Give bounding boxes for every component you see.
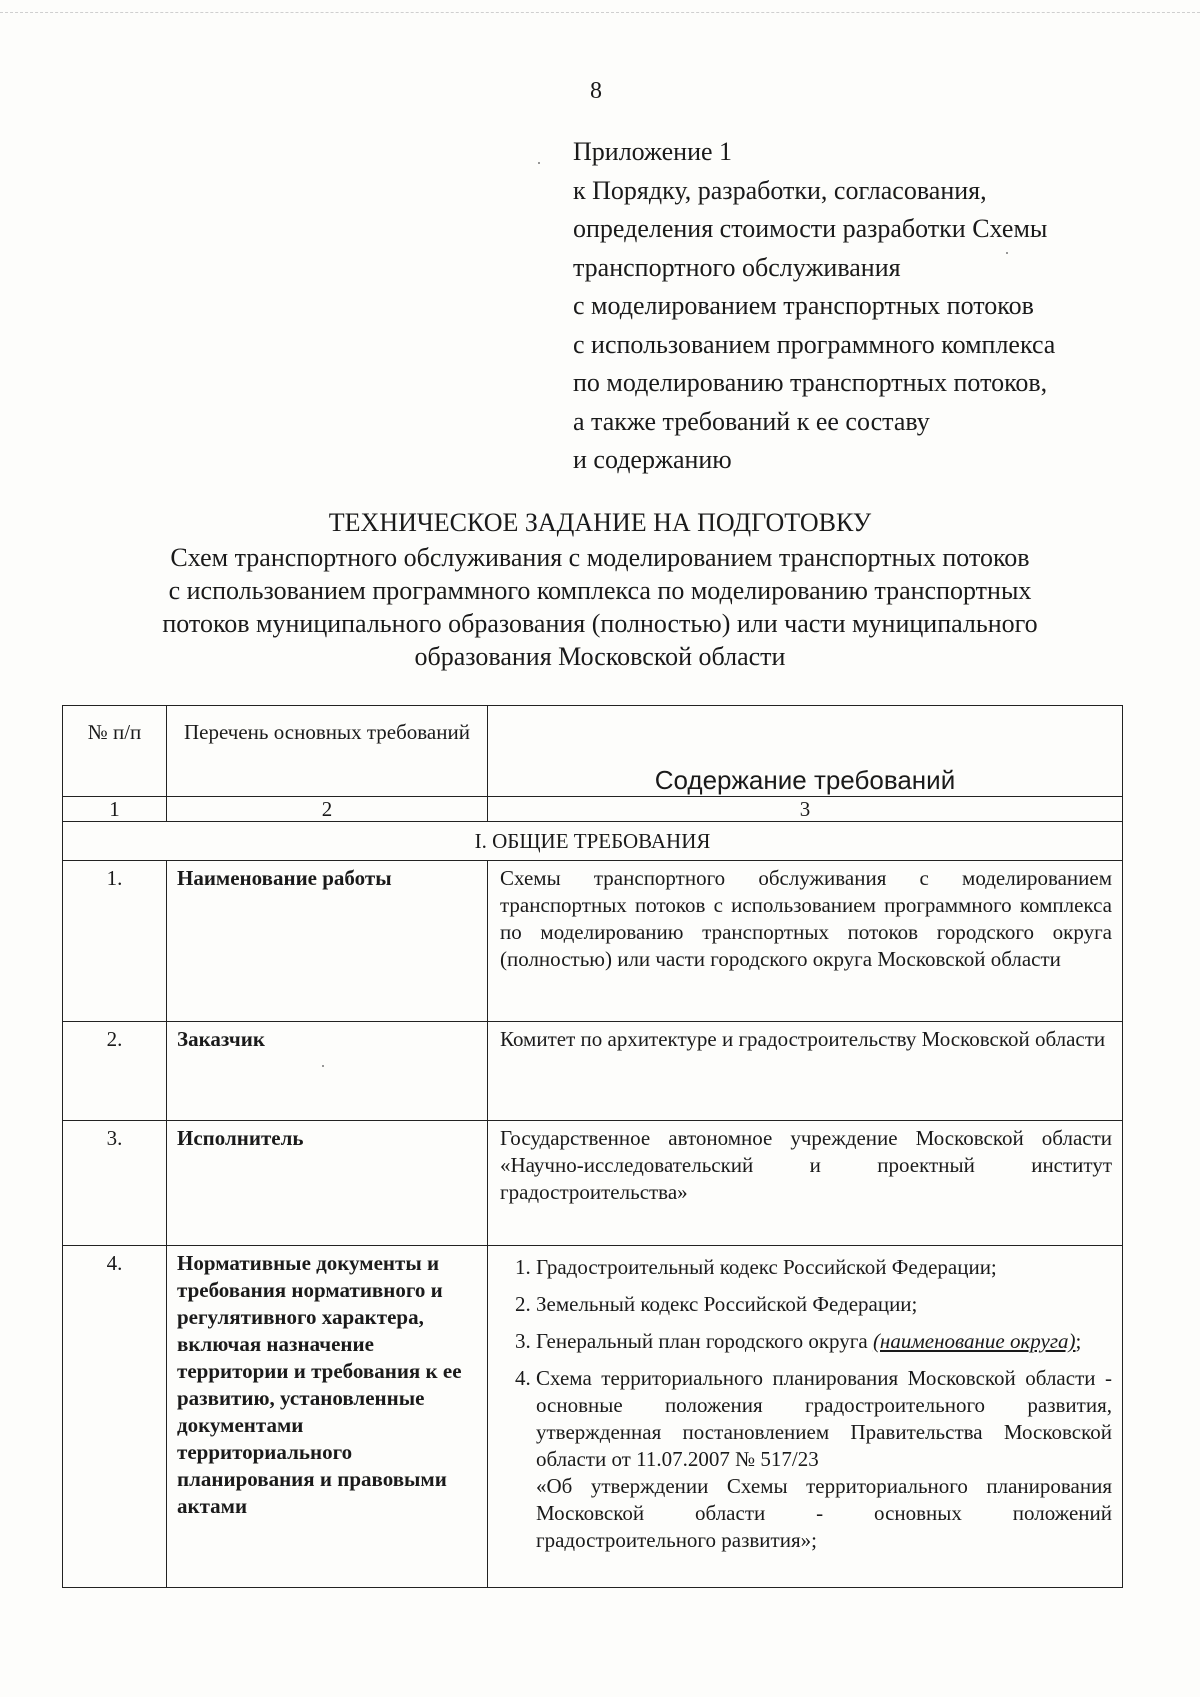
row-number: 1.	[63, 861, 167, 1022]
column-number: 2	[167, 797, 488, 822]
appendix-line: по моделированию транспортных потоков,	[573, 368, 1048, 397]
title-line: с использованием программного комплекса по моделированию транспортных	[168, 576, 1032, 605]
header-requirements-list: Перечень основных требований	[167, 706, 488, 797]
appendix-line: а также требований к ее составу	[573, 406, 930, 436]
appendix-line: определения стоимости разработки Схемы	[573, 214, 1048, 243]
list-item-text: ;	[1075, 1329, 1082, 1353]
column-number-row	[63, 797, 1123, 822]
appendix-line: транспортного обслуживания	[573, 252, 901, 282]
requirements-table	[62, 705, 1123, 1588]
row-number: 2.	[63, 1022, 167, 1121]
row-name: Заказчик	[167, 1022, 488, 1121]
list-item	[536, 1328, 1112, 1355]
header-number: № п/п	[63, 706, 167, 797]
list-item-text: «Об утверждении Схемы территориального планирования Московской области - основных положений градостроительного развития»;	[536, 1474, 1112, 1552]
normative-documents-list	[500, 1254, 1112, 1554]
row-content: Схемы транспортного обслуживания с моделированием транспортных потоков с использованием программного комплекса по моделированию транспортных потоков городского округа (полностью) или части городского округа Московской области	[488, 861, 1123, 1022]
row-number: 4.	[63, 1246, 167, 1588]
list-item: 1. Градостроительный кодекс Российской Федерации;	[536, 1254, 1112, 1281]
appendix-line: Приложение 1	[573, 137, 733, 166]
section-row	[63, 822, 1123, 861]
table-row	[63, 861, 1123, 1022]
row-name: Исполнитель	[167, 1121, 488, 1246]
list-item: 2. Земельный кодекс Российской Федерации;	[536, 1291, 1112, 1318]
list-item-text: Схема территориального планирования Московской области - основные положения градостроительного развития, утвержденная постановлением Правительства Московской области от 11.07.2007 № 517/23	[536, 1366, 1112, 1471]
row-name: Нормативные документы и требования нормативного и регулятивного характера, включая назначение территории и требования к ее развитию, установленные документами территориального планирования и правовыми актами	[167, 1246, 488, 1588]
scan-speck	[538, 162, 540, 164]
table-header-row	[63, 706, 1123, 797]
document-title	[80, 506, 1120, 673]
row-content	[488, 1246, 1123, 1588]
title-line: потоков муниципального образования (полностью) или части муниципального	[162, 609, 1038, 638]
column-number: 1	[63, 797, 167, 822]
table-row	[63, 1121, 1123, 1246]
appendix-line: с использованием программного комплекса	[573, 329, 1056, 359]
column-number: 3	[488, 797, 1123, 822]
title-line: Схем транспортного обслуживания с моделированием транспортных потоков	[170, 543, 1030, 572]
appendix-line: и содержанию	[573, 445, 732, 474]
section-title: I. ОБЩИЕ ТРЕБОВАНИЯ	[63, 822, 1123, 861]
page-top-edge	[0, 12, 1200, 13]
row-number: 3.	[63, 1121, 167, 1246]
row-name: Наименование работы	[167, 861, 488, 1022]
appendix-line: к Порядку, разработки, согласования,	[573, 175, 987, 205]
table-row	[63, 1246, 1123, 1588]
list-item	[536, 1365, 1112, 1554]
appendix-caption	[573, 133, 1133, 480]
row-content: Комитет по архитектуре и градостроительству Московской области	[488, 1022, 1123, 1121]
row-content: Государственное автономное учреждение Московской области «Научно-исследовательский и проектный институт градостроительства»	[488, 1121, 1123, 1246]
appendix-line: с моделированием транспортных потоков	[573, 291, 1034, 320]
title-line: образования Московской области	[414, 642, 786, 671]
title-main: ТЕХНИЧЕСКОЕ ЗАДАНИЕ НА ПОДГОТОВКУ	[328, 508, 872, 537]
page-number: 8	[590, 78, 602, 104]
placeholder-district-name: (наименование округа)	[872, 1329, 1076, 1353]
list-item-text: Генеральный план городского округа	[536, 1329, 873, 1353]
header-requirements-content: Содержание требований	[488, 706, 1123, 797]
table-row	[63, 1022, 1123, 1121]
